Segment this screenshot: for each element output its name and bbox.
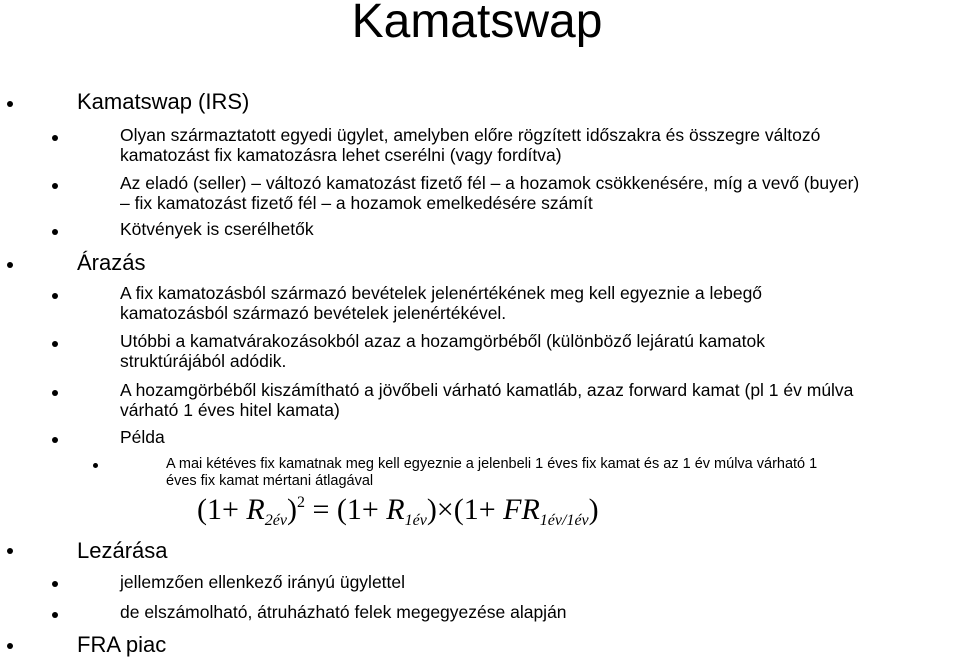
bullet (7, 643, 13, 649)
pelda-text: Példa (120, 427, 165, 447)
fix-line-1: A fix kamatozásból származó bevételek jelenértékének meg kell egyeznie a lebegő (120, 283, 763, 303)
formula-eq: = (1+ (304, 493, 387, 526)
heading-arazas: Árazás (77, 250, 146, 275)
formula-times: )×(1+ (426, 493, 504, 526)
heading-fra-piac: FRA piac (77, 632, 167, 657)
formula-sub-2ev: 2év (264, 512, 287, 529)
fix-line-2: kamatozásból származó bevételek jelenértékével. (120, 303, 507, 323)
formula-sup-2: 2 (296, 494, 305, 511)
hozam-line-1: A hozamgörbéből kiszámítható a jövőbeli várható kamatláb, azaz forward kamat (pl 1 év múlva (120, 380, 854, 400)
slide-title: Kamatswap (351, 0, 603, 48)
bullet (52, 293, 58, 299)
heading-kamatswap-irs: Kamatswap (IRS) (77, 89, 250, 114)
bullet (52, 135, 58, 141)
hozam-line-2: várható 1 éves hitel kamata) (120, 400, 340, 420)
elszamol-text: de elszámolható, átruházható felek megegyezése alapján (120, 602, 567, 622)
bullet (7, 548, 13, 554)
mai-line-2: éves fix kamat mértani átlagával (166, 473, 374, 489)
bullet (7, 262, 13, 268)
mai-line-1: A mai kétéves fix kamatnak meg kell egyeznie a jelenbeli 1 éves fix kamat és az 1 év múlva várható 1 (166, 456, 818, 472)
formula-lhs-close: ) (286, 493, 297, 526)
formula-r: R (246, 493, 265, 526)
formula-r: R (386, 493, 405, 526)
seller-line-1: Az eladó (seller) – változó kamatozást fizető fél – a hozamok csökkenésére, míg a vevő (buyer) (120, 173, 860, 193)
formula-lhs-open: (1+ (197, 493, 247, 526)
utobbi-line-2: struktúrájából adódik. (120, 351, 287, 371)
bullet (52, 183, 58, 189)
formula-fr: FR (503, 493, 540, 526)
heading-lezarasa: Lezárása (77, 538, 168, 563)
bullet (52, 341, 58, 347)
bullet (52, 612, 58, 618)
formula-sub-fwd: 1év/1év (539, 512, 589, 529)
ellenkezo-text: jellemzően ellenkező irányú ügylettel (120, 572, 406, 592)
bonds-text: Kötvények is cserélhetők (120, 219, 314, 239)
bullet (7, 101, 13, 107)
bullet (52, 437, 58, 443)
bullet (52, 581, 58, 587)
bullet (52, 229, 58, 235)
definition-line-2: kamatozást fix kamatozásra lehet cserélni (vagy fordítva) (120, 145, 562, 165)
bullet (52, 390, 58, 396)
bullet (93, 463, 98, 468)
seller-line-2: – fix kamatozást fizető fél – a hozamok emelkedésére számít (120, 193, 593, 213)
formula-sub-1ev: 1év (404, 512, 427, 529)
forward-rate-formula (197, 493, 599, 533)
utobbi-line-1: Utóbbi a kamatvárakozásokból azaz a hozamgörbéből (különböző lejáratú kamatok (120, 331, 765, 351)
formula-end: ) (588, 493, 599, 526)
definition-line-1: Olyan származtatott egyedi ügylet, amelyben előre rögzített időszakra és összegre változó (120, 125, 821, 145)
